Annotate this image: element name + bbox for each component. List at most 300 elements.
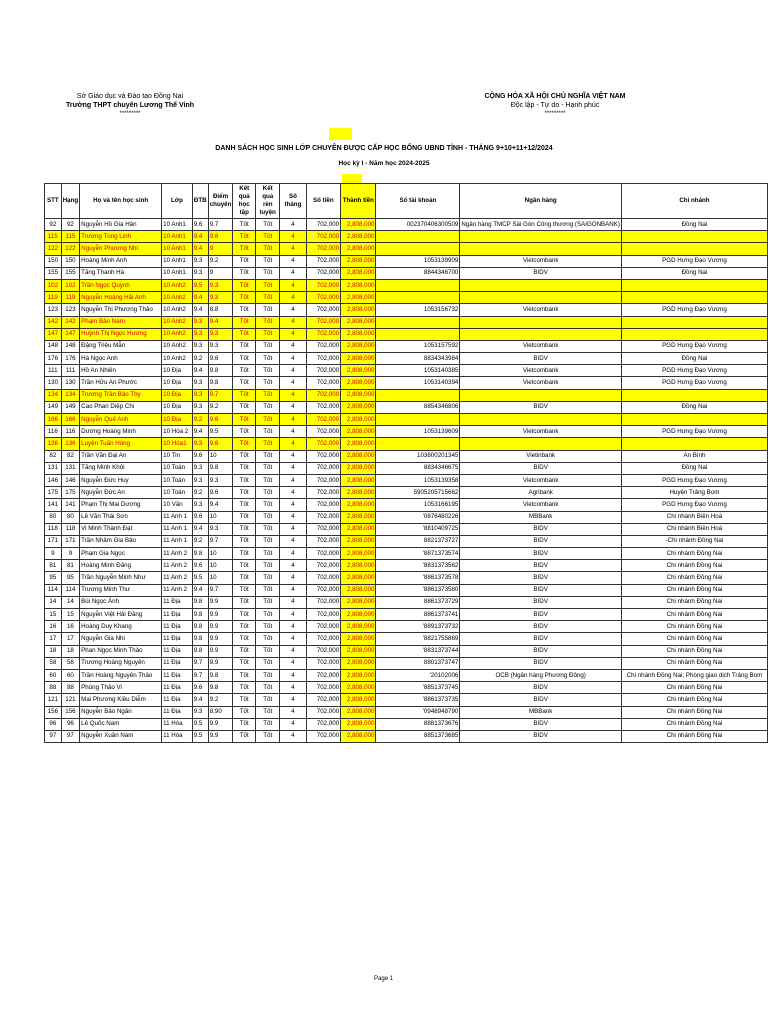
cell-name: Lê Văn Thái Sơn (80, 511, 162, 523)
cell-dc: 9.8 (208, 669, 233, 681)
cell-hang: 156 (61, 706, 79, 718)
cell-dtb: 9.4 (192, 304, 208, 316)
cell-name: Nguyễn Hồ Gia Hân (80, 219, 162, 231)
cell-hang: 123 (61, 304, 79, 316)
cell-name: Phạm Bảo Nam (80, 316, 162, 328)
cell-cn (621, 292, 767, 304)
cell-tien: 702,000 (306, 584, 341, 596)
cell-stt: 166 (45, 414, 62, 426)
cell-cn: PGD Hưng Đạo Vương (621, 426, 767, 438)
cell-hang: 130 (61, 377, 79, 389)
table-row (45, 462, 768, 474)
cell-hang: 92 (61, 219, 79, 231)
cell-thanh: 2,808,000 (341, 279, 376, 291)
column-header: Điểm chuyên (208, 184, 233, 219)
cell-thanh: 2,808,000 (341, 328, 376, 340)
cell-tien: 702,000 (306, 499, 341, 511)
cell-hang: 82 (61, 450, 79, 462)
cell-tk: '8891373732 (376, 621, 460, 633)
cell-kqrl: Tốt (256, 584, 280, 596)
cell-tk: '8810409725 (376, 523, 460, 535)
cell-kqrl: Tốt (256, 487, 280, 499)
table-row (45, 267, 768, 279)
cell-thanh: 2,808,000 (341, 401, 376, 413)
table-row (45, 560, 768, 572)
cell-kqht: Tốt (233, 243, 256, 255)
cell-nh: BIDV (460, 682, 622, 694)
cell-thang: 4 (280, 426, 306, 438)
cell-cn: Chi nhánh Đồng Nai (621, 718, 767, 730)
cell-lop: 10 Địa (162, 365, 193, 377)
cell-hang: 148 (61, 340, 79, 352)
cell-nh (460, 389, 622, 401)
cell-stt: 141 (45, 499, 62, 511)
cell-dtb: 9.5 (192, 279, 208, 291)
cell-name: Phạm Gia Ngọc (80, 548, 162, 560)
table-row (45, 718, 768, 730)
table-row (45, 633, 768, 645)
cell-kqht: Tốt (233, 340, 256, 352)
cell-thang: 4 (280, 548, 306, 560)
cell-thang: 4 (280, 267, 306, 279)
cell-stt: 116 (45, 426, 62, 438)
cell-kqht: Tốt (233, 279, 256, 291)
cell-name: Hoàng Minh Anh (80, 255, 162, 267)
cell-nh: BIDV (460, 621, 622, 633)
cell-tk (376, 328, 460, 340)
cell-thang: 4 (280, 706, 306, 718)
cell-name: Hà Ngọc Anh (80, 353, 162, 365)
cell-cn: Chi nhánh Đồng Nai (621, 584, 767, 596)
cell-cn: PGD Hưng Đạo Vương (621, 474, 767, 486)
cell-cn: PGD Hưng Đạo Vương (621, 255, 767, 267)
cell-kqrl: Tốt (256, 609, 280, 621)
cell-lop: 11 Hóa (162, 730, 193, 742)
cell-kqrl: Tốt (256, 365, 280, 377)
cell-nh: BIDV (460, 353, 622, 365)
cell-kqrl: Tốt (256, 730, 280, 742)
document-title: DANH SÁCH HỌC SINH LỚP CHUYÊN ĐƯỢC CẤP HỌC BỔNG UBND TỈNH - THÁNG 9+10+11+12/2024 (215, 145, 553, 152)
cell-name: Trương Minh Thư (80, 584, 162, 596)
cell-stt: 136 (45, 438, 62, 450)
cell-lop: 10 Tin (162, 450, 193, 462)
cell-name: Nguyễn Quế Anh (80, 414, 162, 426)
cell-cn (621, 389, 767, 401)
cell-lop: 10 Hóa 2 (162, 426, 193, 438)
cell-lop: 10 Anh2 (162, 328, 193, 340)
cell-dtb: 9.2 (192, 353, 208, 365)
table-row (45, 474, 768, 486)
cell-name: Huỳnh Thị Ngọc Hương (80, 328, 162, 340)
cell-tk: 8881373676 (376, 718, 460, 730)
cell-thang: 4 (280, 414, 306, 426)
cell-tk: 1053157592 (376, 340, 460, 352)
cell-tien: 702,000 (306, 694, 341, 706)
table-row (45, 304, 768, 316)
cell-tk: '8861373580 (376, 584, 460, 596)
cell-tk: 8844346700 (376, 267, 460, 279)
cell-nh: OCB (Ngân hàng Phương Đông) (460, 669, 622, 681)
table-row (45, 353, 768, 365)
cell-thanh: 2,808,000 (341, 657, 376, 669)
cell-thanh: 2,808,000 (341, 535, 376, 547)
cell-kqht: Tốt (233, 694, 256, 706)
cell-nh: Vietcombank (460, 255, 622, 267)
cell-dc: 9.4 (208, 316, 233, 328)
cell-thanh: 2,808,000 (341, 304, 376, 316)
cell-tk: '8831373744 (376, 645, 460, 657)
cell-dc: 10 (208, 560, 233, 572)
cell-thang: 4 (280, 682, 306, 694)
cell-dtb: 9.3 (192, 474, 208, 486)
cell-stt: 82 (45, 450, 62, 462)
cell-dtb: 9.2 (192, 535, 208, 547)
cell-nh: Vietcombank (460, 377, 622, 389)
cell-nh: Vietcombank (460, 474, 622, 486)
cell-dc: 9.3 (208, 340, 233, 352)
cell-hang: 81 (61, 560, 79, 572)
cell-name: Tăng Minh Khôi (80, 462, 162, 474)
table-row (45, 414, 768, 426)
cell-kqht: Tốt (233, 645, 256, 657)
cell-dc: 9 (208, 267, 233, 279)
cell-cn: Huyện Trảng Bom (621, 487, 767, 499)
cell-kqrl: Tốt (256, 304, 280, 316)
cell-dc: 9.7 (208, 389, 233, 401)
cell-tk (376, 316, 460, 328)
cell-tk: '8861373578 (376, 572, 460, 584)
cell-kqrl: Tốt (256, 596, 280, 608)
table-row (45, 706, 768, 718)
scholarship-table (44, 183, 768, 743)
cell-hang: 80 (61, 511, 79, 523)
cell-hang: 141 (61, 499, 79, 511)
cell-thanh: 2,808,000 (341, 340, 376, 352)
cell-dc: 9.3 (208, 328, 233, 340)
cell-tien: 702,000 (306, 292, 341, 304)
cell-cn: Chi nhánh Đồng Nai (621, 706, 767, 718)
cell-kqrl: Tốt (256, 401, 280, 413)
cell-kqrl: Tốt (256, 718, 280, 730)
cell-hang: 9 (61, 548, 79, 560)
cell-nh (460, 292, 622, 304)
cell-kqht: Tốt (233, 596, 256, 608)
cell-dtb: 9.3 (192, 340, 208, 352)
cell-dc: 9.9 (208, 596, 233, 608)
cell-hang: 136 (61, 438, 79, 450)
table-row (45, 255, 768, 267)
cell-kqht: Tốt (233, 682, 256, 694)
cell-name: Nguyễn Xuân Nam (80, 730, 162, 742)
document-subtitle: Học kỳ I - Năm học 2024-2025 (338, 160, 430, 167)
cell-thang: 4 (280, 219, 306, 231)
cell-tk: 8854346806 (376, 401, 460, 413)
cell-cn (621, 414, 767, 426)
cell-name: Vi Minh Thành Đạt (80, 523, 162, 535)
table-row (45, 231, 768, 243)
cell-dc: 9.2 (208, 255, 233, 267)
cell-kqrl: Tốt (256, 706, 280, 718)
cell-cn: Đồng Nai (621, 267, 767, 279)
cell-tien: 702,000 (306, 450, 341, 462)
cell-nh: MBBank (460, 511, 622, 523)
cell-thang: 4 (280, 377, 306, 389)
cell-name: Nguyễn Việt Hải Đăng (80, 609, 162, 621)
cell-dtb: 9.8 (192, 621, 208, 633)
cell-thanh: 2,808,000 (341, 243, 376, 255)
cell-dc: 9.2 (208, 401, 233, 413)
cell-tk: '8821755869 (376, 633, 460, 645)
cell-stt: 16 (45, 621, 62, 633)
cell-dc: 9.6 (208, 438, 233, 450)
cell-tk: 5905205715662 (376, 487, 460, 499)
cell-stt: 111 (45, 365, 62, 377)
cell-dc: 9.7 (208, 535, 233, 547)
cell-lop: 11 Anh 2 (162, 548, 193, 560)
cell-hang: 17 (61, 633, 79, 645)
cell-tk (376, 279, 460, 291)
school-name: Trường THPT chuyên Lương Thế Vinh (65, 102, 195, 109)
cell-dc: 10 (208, 511, 233, 523)
cell-thang: 4 (280, 584, 306, 596)
cell-thang: 4 (280, 279, 306, 291)
cell-tien: 702,000 (306, 426, 341, 438)
cell-dc: 9.7 (208, 584, 233, 596)
cell-kqrl: Tốt (256, 377, 280, 389)
cell-kqrl: Tốt (256, 511, 280, 523)
cell-kqrl: Tốt (256, 682, 280, 694)
cell-kqrl: Tốt (256, 328, 280, 340)
cell-kqrl: Tốt (256, 535, 280, 547)
cell-hang: 88 (61, 682, 79, 694)
cell-thang: 4 (280, 438, 306, 450)
cell-thang: 4 (280, 450, 306, 462)
cell-lop: 10 Toán (162, 487, 193, 499)
table-row (45, 548, 768, 560)
cell-dtb: 9.3 (192, 706, 208, 718)
cell-kqht: Tốt (233, 450, 256, 462)
cell-thang: 4 (280, 231, 306, 243)
cell-name: Bùi Ngọc Ánh (80, 596, 162, 608)
cell-stt: 171 (45, 535, 62, 547)
table-row (45, 669, 768, 681)
separator-stars: ********* (119, 111, 141, 117)
cell-stt: 156 (45, 706, 62, 718)
table-row (45, 316, 768, 328)
cell-name: Hoàng Minh Đăng (80, 560, 162, 572)
cell-tk (376, 231, 460, 243)
cell-stt: 95 (45, 572, 62, 584)
cell-nh: BIDV (460, 633, 622, 645)
cell-kqrl: Tốt (256, 669, 280, 681)
cell-kqrl: Tốt (256, 694, 280, 706)
cell-cn: Đồng Nai (621, 462, 767, 474)
table-row (45, 450, 768, 462)
cell-tien: 702,000 (306, 609, 341, 621)
column-header: Họ và tên học sinh (80, 184, 162, 219)
cell-tk: 1053140394 (376, 377, 460, 389)
cell-dtb: 9.8 (192, 645, 208, 657)
cell-lop: 11 Địa (162, 682, 193, 694)
cell-thang: 4 (280, 499, 306, 511)
cell-lop: 10 Văn (162, 499, 193, 511)
column-header: Số tài khoản (376, 184, 460, 219)
cell-tien: 702,000 (306, 438, 341, 450)
cell-cn: Chi nhánh Đồng Nai (621, 694, 767, 706)
cell-dtb: 9.8 (192, 548, 208, 560)
cell-tk: 8861373729 (376, 596, 460, 608)
cell-thanh: 2,808,000 (341, 523, 376, 535)
cell-stt: 176 (45, 353, 62, 365)
cell-nh: Vietcombank (460, 304, 622, 316)
cell-thanh: 2,808,000 (341, 316, 376, 328)
cell-nh: BIDV (460, 609, 622, 621)
cell-dc: 10 (208, 572, 233, 584)
cell-name: Nguyễn Hoàng Hải Anh (80, 292, 162, 304)
cell-name: Trần Ngọc Quỳnh (80, 279, 162, 291)
cell-nh (460, 414, 622, 426)
cell-kqht: Tốt (233, 657, 256, 669)
cell-thang: 4 (280, 365, 306, 377)
cell-hang: 111 (61, 365, 79, 377)
table-row (45, 340, 768, 352)
cell-nh: Vietcombank (460, 426, 622, 438)
cell-thanh: 2,808,000 (341, 231, 376, 243)
cell-kqrl: Tốt (256, 231, 280, 243)
cell-dtb: 9.3 (192, 255, 208, 267)
cell-kqrl: Tốt (256, 657, 280, 669)
cell-kqht: Tốt (233, 462, 256, 474)
cell-nh: BIDV (460, 523, 622, 535)
cell-dtb: 9.3 (192, 377, 208, 389)
table-row (45, 730, 768, 742)
cell-hang: 114 (61, 584, 79, 596)
cell-tien: 702,000 (306, 560, 341, 572)
cell-stt: 118 (45, 523, 62, 535)
cell-thanh: 2,808,000 (341, 572, 376, 584)
cell-kqht: Tốt (233, 487, 256, 499)
cell-tk: 1053139609 (376, 426, 460, 438)
table-row (45, 572, 768, 584)
cell-nh (460, 438, 622, 450)
cell-tien: 702,000 (306, 389, 341, 401)
cell-hang: 146 (61, 474, 79, 486)
cell-kqrl: Tốt (256, 438, 280, 450)
cell-hang: 118 (61, 523, 79, 535)
cell-tk: 1053139358 (376, 474, 460, 486)
cell-kqht: Tốt (233, 365, 256, 377)
cell-kqht: Tốt (233, 718, 256, 730)
cell-thang: 4 (280, 292, 306, 304)
cell-nh (460, 279, 622, 291)
cell-kqrl: Tốt (256, 353, 280, 365)
cell-tk: '0876480226 (376, 511, 460, 523)
cell-kqht: Tốt (233, 621, 256, 633)
cell-dc: 9.6 (208, 231, 233, 243)
cell-nh: Agribank (460, 487, 622, 499)
cell-thang: 4 (280, 609, 306, 621)
cell-lop: 11 Địa (162, 596, 193, 608)
table-row (45, 523, 768, 535)
column-header: Số tiền (306, 184, 341, 219)
separator-stars: ********* (544, 111, 566, 117)
cell-thanh: 2,808,000 (341, 645, 376, 657)
cell-thang: 4 (280, 535, 306, 547)
cell-tk: 8801373747 (376, 657, 460, 669)
column-header: Chi nhánh (621, 184, 767, 219)
cell-dtb: 9.3 (192, 267, 208, 279)
cell-dtb: 9.3 (192, 389, 208, 401)
cell-tien: 702,000 (306, 621, 341, 633)
table-row (45, 645, 768, 657)
cell-thang: 4 (280, 255, 306, 267)
cell-tk (376, 438, 460, 450)
cell-lop: 10 Hóa1 (162, 438, 193, 450)
cell-kqrl: Tốt (256, 219, 280, 231)
table-row (45, 499, 768, 511)
cell-thang: 4 (280, 243, 306, 255)
cell-tk: 8834346675 (376, 462, 460, 474)
cell-stt: 155 (45, 267, 62, 279)
cell-thanh: 2,808,000 (341, 548, 376, 560)
cell-nh (460, 316, 622, 328)
cell-tien: 702,000 (306, 511, 341, 523)
cell-tk (376, 243, 460, 255)
table-row (45, 535, 768, 547)
cell-hang: 15 (61, 609, 79, 621)
cell-kqht: Tốt (233, 414, 256, 426)
cell-thanh: 2,808,000 (341, 255, 376, 267)
cell-kqht: Tốt (233, 426, 256, 438)
cell-dc: 9.7 (208, 219, 233, 231)
cell-kqht: Tốt (233, 292, 256, 304)
cell-name: Nguyễn Thị Phương Thảo (80, 304, 162, 316)
cell-cn: Chi nhánh Đồng Nai (621, 548, 767, 560)
cell-dc: 9.3 (208, 279, 233, 291)
cell-name: Hoàng Duy Khang (80, 621, 162, 633)
cell-kqht: Tốt (233, 353, 256, 365)
cell-dtb: 9.4 (192, 426, 208, 438)
cell-tien: 702,000 (306, 365, 341, 377)
cell-tien: 702,000 (306, 377, 341, 389)
cell-thanh: 2,808,000 (341, 474, 376, 486)
cell-kqht: Tốt (233, 584, 256, 596)
cell-nh: BIDV (460, 462, 622, 474)
cell-dtb: 9.3 (192, 401, 208, 413)
cell-thang: 4 (280, 669, 306, 681)
cell-name: Trần Hữu An Phước (80, 377, 162, 389)
cell-nh: BIDV (460, 548, 622, 560)
cell-lop: 11 Anh 2 (162, 584, 193, 596)
table-row (45, 292, 768, 304)
cell-nh: BIDV (460, 267, 622, 279)
cell-thanh: 2,808,000 (341, 718, 376, 730)
cell-kqrl: Tốt (256, 243, 280, 255)
cell-hang: 149 (61, 401, 79, 413)
table-row (45, 657, 768, 669)
cell-stt: 147 (45, 328, 62, 340)
cell-tien: 702,000 (306, 645, 341, 657)
cell-name: Nguyễn Gia Nhi (80, 633, 162, 645)
cell-thang: 4 (280, 389, 306, 401)
cell-hang: 18 (61, 645, 79, 657)
cell-thang: 4 (280, 596, 306, 608)
cell-tien: 702,000 (306, 682, 341, 694)
cell-thang: 4 (280, 718, 306, 730)
cell-dtb: 9.3 (192, 438, 208, 450)
cell-dtb: 9.2 (192, 487, 208, 499)
cell-nh: BIDV (460, 560, 622, 572)
